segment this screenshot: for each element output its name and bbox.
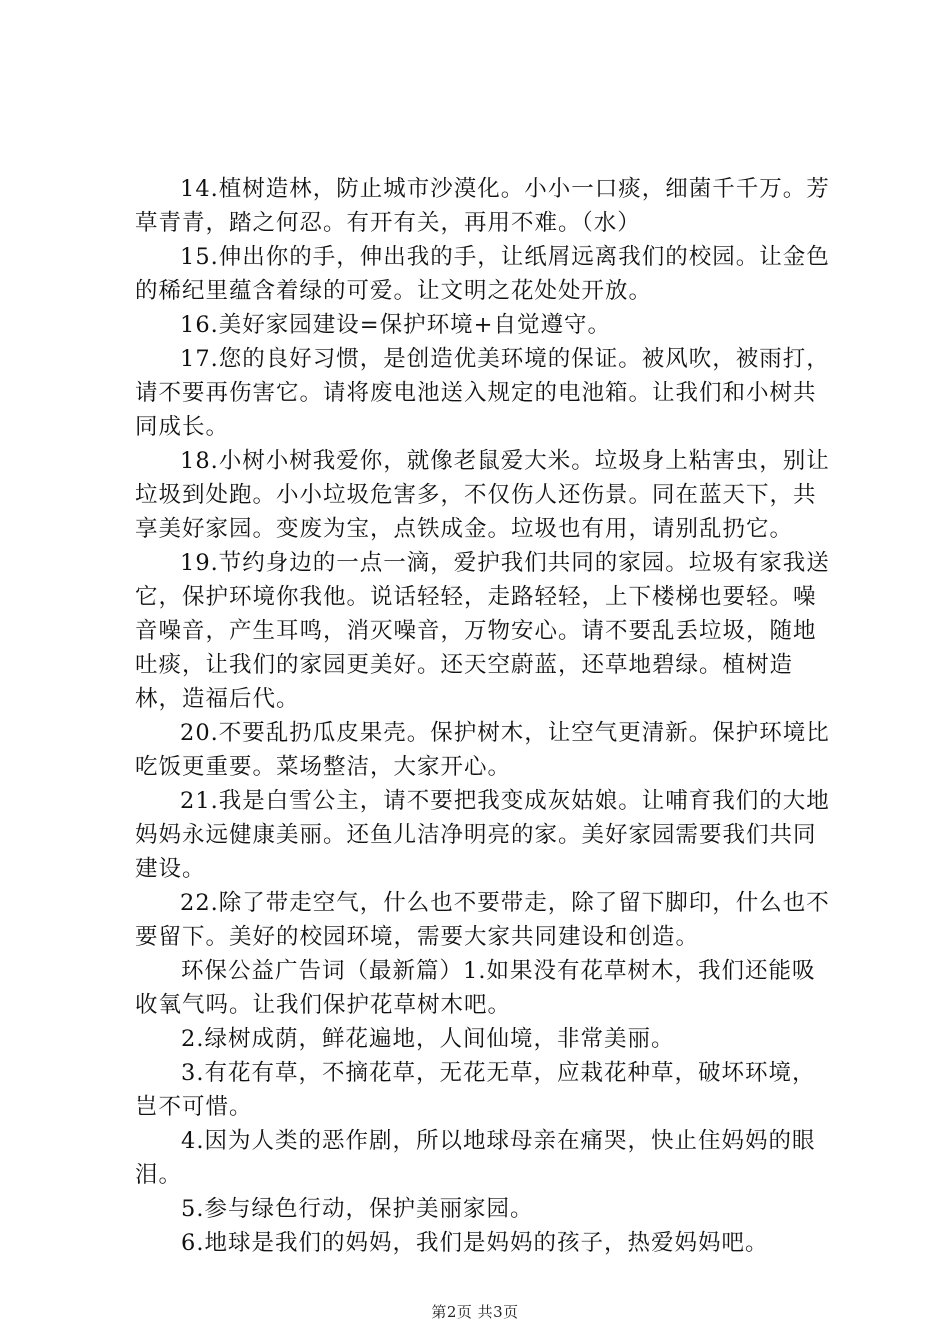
paragraph-5: 5.参与绿色行动，保护美丽家园。 <box>181 1196 534 1222</box>
document-body <box>135 172 835 1260</box>
paragraph-2: 2.绿树成荫，鲜花遍地，人间仙境，非常美丽。 <box>181 1026 675 1052</box>
paragraph-14: 14.植树造林，防止城市沙漠化。小小一口痰，细菌千千万。芳草青青，踏之何忍。有开有关，再用不难。（水） <box>135 176 830 236</box>
section-heading-paragraph: 环保公益广告词（最新篇）1.如果没有花草树木，我们还能吸收氧气吗。让我们保护花草树木吧。 <box>135 958 816 1018</box>
paragraph-18: 18.小树小树我爱你，就像老鼠爱大米。垃圾身上粘害虫，别让垃圾到处跑。小小垃圾危害多，不仅伤人还伤景。同在蓝天下，共享美好家园。变废为宝，点铁成金。垃圾也有用，请别乱扔它。 <box>135 448 830 542</box>
paragraph-16: 16.美好家园建设=保护环境+自觉遵守。 <box>180 312 611 338</box>
paragraph-6: 6.地球是我们的妈妈，我们是妈妈的孩子，热爱妈妈吧。 <box>181 1230 769 1256</box>
paragraph-3: 3.有花有草，不摘花草，无花无草，应栽花种草，破坏环境，岂不可惜。 <box>135 1060 816 1120</box>
paragraph-17: 17.您的良好习惯，是创造优美环境的保证。被风吹，被雨打，请不要再伤害它。请将废电池送入规定的电池箱。让我们和小树共同成长。 <box>135 346 830 440</box>
paragraph-21: 21.我是白雪公主，请不要把我变成灰姑娘。让哺育我们的大地妈妈永远健康美丽。还鱼儿洁净明亮的家。美好家园需要我们共同建设。 <box>135 788 830 882</box>
paragraph-20: 20.不要乱扔瓜皮果壳。保护树木，让空气更清新。保护环境比吃饭更重要。菜场整洁，大家开心。 <box>135 720 830 780</box>
paragraph-19: 19.节约身边的一点一滴，爱护我们共同的家园。垃圾有家我送它，保护环境你我他。说话轻轻，走路轻轻，上下楼梯也要轻。噪音噪音，产生耳鸣，消灭噪音，万物安心。请不要乱丢垃圾，随地吐痰，让我们的家园更美好。还天空蔚蓝，还草地碧绿。植树造林，造福后代。 <box>135 550 830 712</box>
paragraph-4: 4.因为人类的恶作剧，所以地球母亲在痛哭，快止住妈妈的眼泪。 <box>135 1128 816 1188</box>
paragraph-15: 15.伸出你的手，伸出我的手，让纸屑远离我们的校园。让金色的稀纪里蕴含着绿的可爱。让文明之花处处开放。 <box>135 244 830 304</box>
paragraph-22: 22.除了带走空气，什么也不要带走，除了留下脚印，什么也不要留下。美好的校园环境，需要大家共同建设和创造。 <box>135 890 830 950</box>
page-footer: 第2页 共3页 <box>431 1303 519 1321</box>
